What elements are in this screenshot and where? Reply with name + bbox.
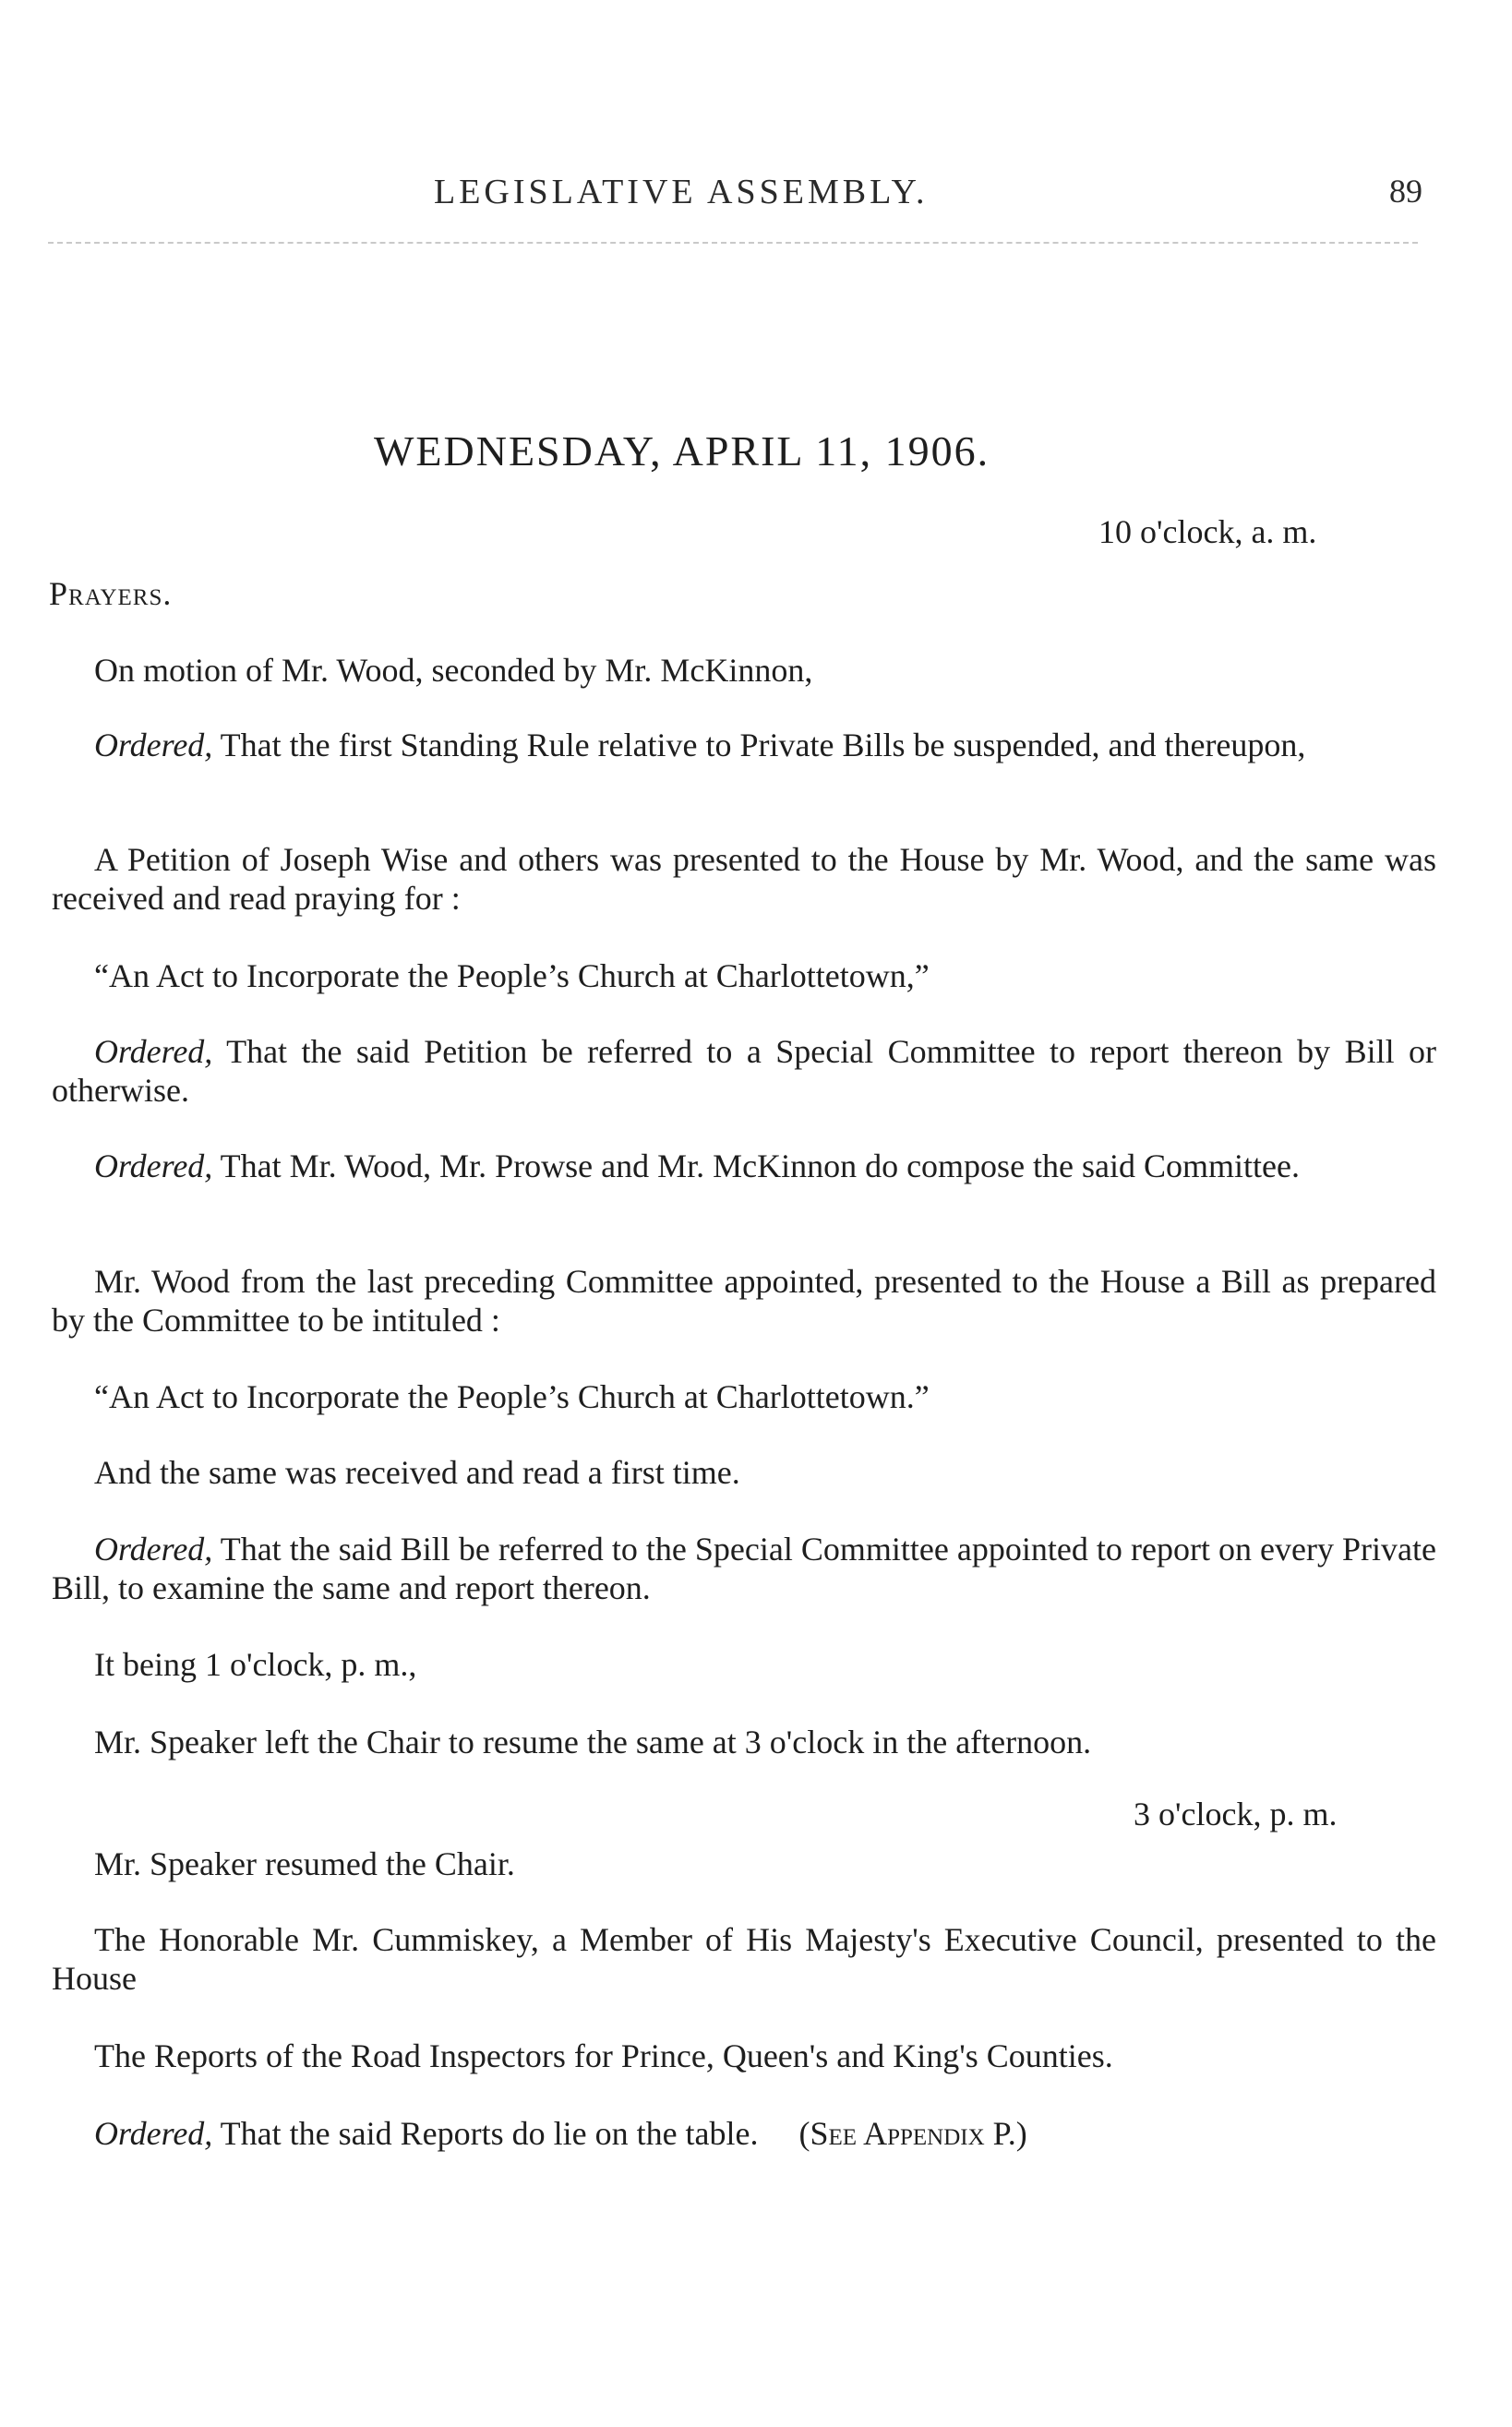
- paragraph-motion: On motion of Mr. Wood, seconded by Mr. McKinnon,: [94, 652, 813, 689]
- order-text: That the said Reports do lie on the table.: [212, 2115, 759, 2152]
- order-text: That Mr. Wood, Mr. Prowse and Mr. McKinnon do compose the said Committee.: [212, 1147, 1300, 1184]
- paragraph-cummiskey: The Honorable Mr. Cummiskey, a Member of His Majesty's Executive Council, presented to the House: [52, 1921, 1436, 1997]
- page-number: 89: [1389, 173, 1422, 210]
- paragraph-first-reading: And the same was received and read a first time.: [94, 1454, 740, 1491]
- paragraph-order-lie-on-table: [52, 2114, 1436, 2153]
- ordered-label: Ordered,: [94, 727, 213, 763]
- paragraph-order-refer-bill: [52, 1530, 1436, 1607]
- ordered-label: Ordered,: [94, 2115, 213, 2152]
- paragraph-one-oclock: It being 1 o'clock, p. m.,: [94, 1646, 417, 1683]
- appendix-reference: (See Appendix P.): [798, 2115, 1027, 2152]
- paragraph-order-committee: [52, 1147, 1436, 1185]
- ordered-label: Ordered,: [94, 1531, 213, 1568]
- paragraph-petition: A Petition of Joseph Wise and others was presented to the House by Mr. Wood, and the same was received and read praying for :: [52, 841, 1436, 917]
- header-rule: [48, 242, 1418, 244]
- paragraph-speaker-left: Mr. Speaker left the Chair to resume the same at 3 o'clock in the afternoon.: [94, 1724, 1092, 1760]
- prayers-heading: Prayers.: [49, 575, 173, 612]
- paragraph-speaker-resumed: Mr. Speaker resumed the Chair.: [94, 1845, 515, 1882]
- afternoon-time: 3 o'clock, p. m.: [1134, 1796, 1338, 1832]
- order-text: That the first Standing Rule relative to Private Bills be suspended, and thereupon,: [212, 727, 1306, 763]
- order-text: That the said Petition be referred to a Special Committee to report thereon by Bill or otherwise.: [52, 1033, 1436, 1109]
- paragraph-order-suspend-rule: [52, 726, 1436, 764]
- morning-time: 10 o'clock, a. m.: [1098, 513, 1317, 550]
- ordered-label: Ordered,: [94, 1033, 213, 1070]
- sitting-date-heading: WEDNESDAY, APRIL 11, 1906.: [374, 427, 990, 475]
- order-text: That the said Bill be referred to the Special Committee appointed to report on every Private Bill, to examine the same and report thereon.: [52, 1531, 1436, 1606]
- paragraph-act-title-1: “An Act to Incorporate the People’s Church at Charlottetown,”: [94, 957, 930, 994]
- paragraph-act-title-2: “An Act to Incorporate the People’s Church at Charlottetown.”: [94, 1378, 930, 1415]
- paragraph-road-reports: The Reports of the Road Inspectors for Prince, Queen's and King's Counties.: [94, 2037, 1113, 2074]
- running-header-title: LEGISLATIVE ASSEMBLY.: [434, 173, 929, 211]
- paragraph-order-refer-petition: [52, 1032, 1436, 1110]
- paragraph-bill-presented: Mr. Wood from the last preceding Committee appointed, presented to the House a Bill as prepared by the Committee to be intituled :: [52, 1263, 1436, 1339]
- ordered-label: Ordered,: [94, 1147, 213, 1184]
